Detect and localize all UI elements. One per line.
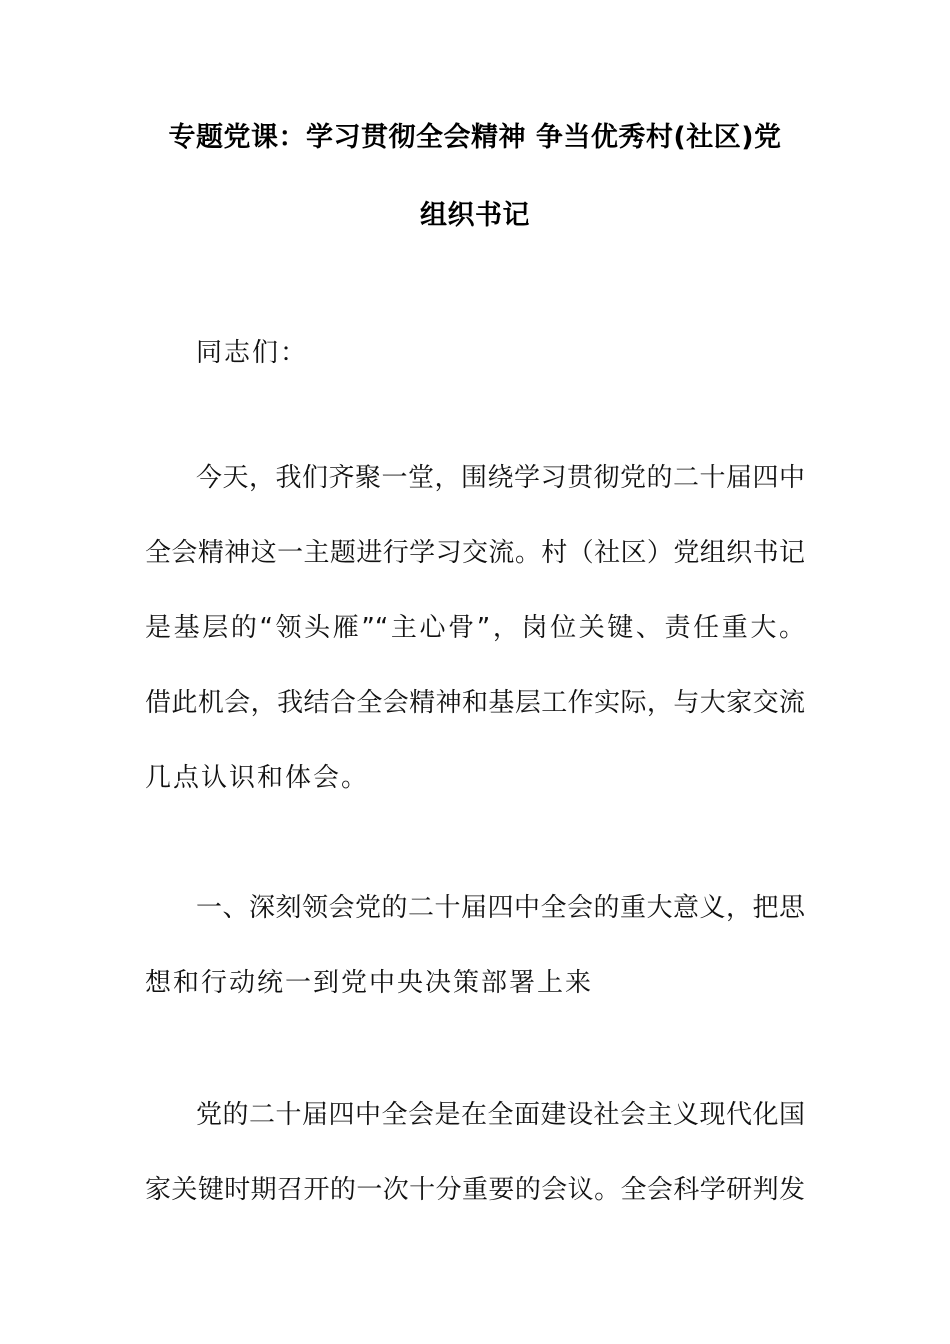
paragraph-1-line-1: 今天，我们齐聚一堂，围绕学习贯彻党的二十届四中 <box>196 463 805 493</box>
paragraph-2-line-1: 党的二十届四中全会是在全面建设社会主义现代化国 <box>196 1100 805 1130</box>
paragraph-1-line-5: 几点认识和体会。 <box>145 763 370 793</box>
paragraph-2-line-2: 家关键时期召开的一次十分重要的会议。全会科学研判发 <box>145 1175 805 1205</box>
paragraph-1-line-3: 是基层的“领头雁”“主心骨”，岗位关键、责任重大。 <box>145 613 805 643</box>
section-heading-1-line-1: 一、深刻领会党的二十届四中全会的重大意义，把思 <box>196 893 805 923</box>
paragraph-1-line-4: 借此机会，我结合全会精神和基层工作实际，与大家交流 <box>145 688 805 718</box>
salutation: 同志们： <box>196 338 309 368</box>
document-title-line-2: 组织书记 <box>420 200 530 231</box>
document-title-line-1: 专题党课：学习贯彻全会精神 争当优秀村(社区)党 <box>168 122 782 153</box>
paragraph-1-line-2: 全会精神这一主题进行学习交流。村（社区）党组织书记 <box>145 538 805 568</box>
section-heading-1-line-2: 想和行动统一到党中央决策部署上来 <box>145 968 594 998</box>
